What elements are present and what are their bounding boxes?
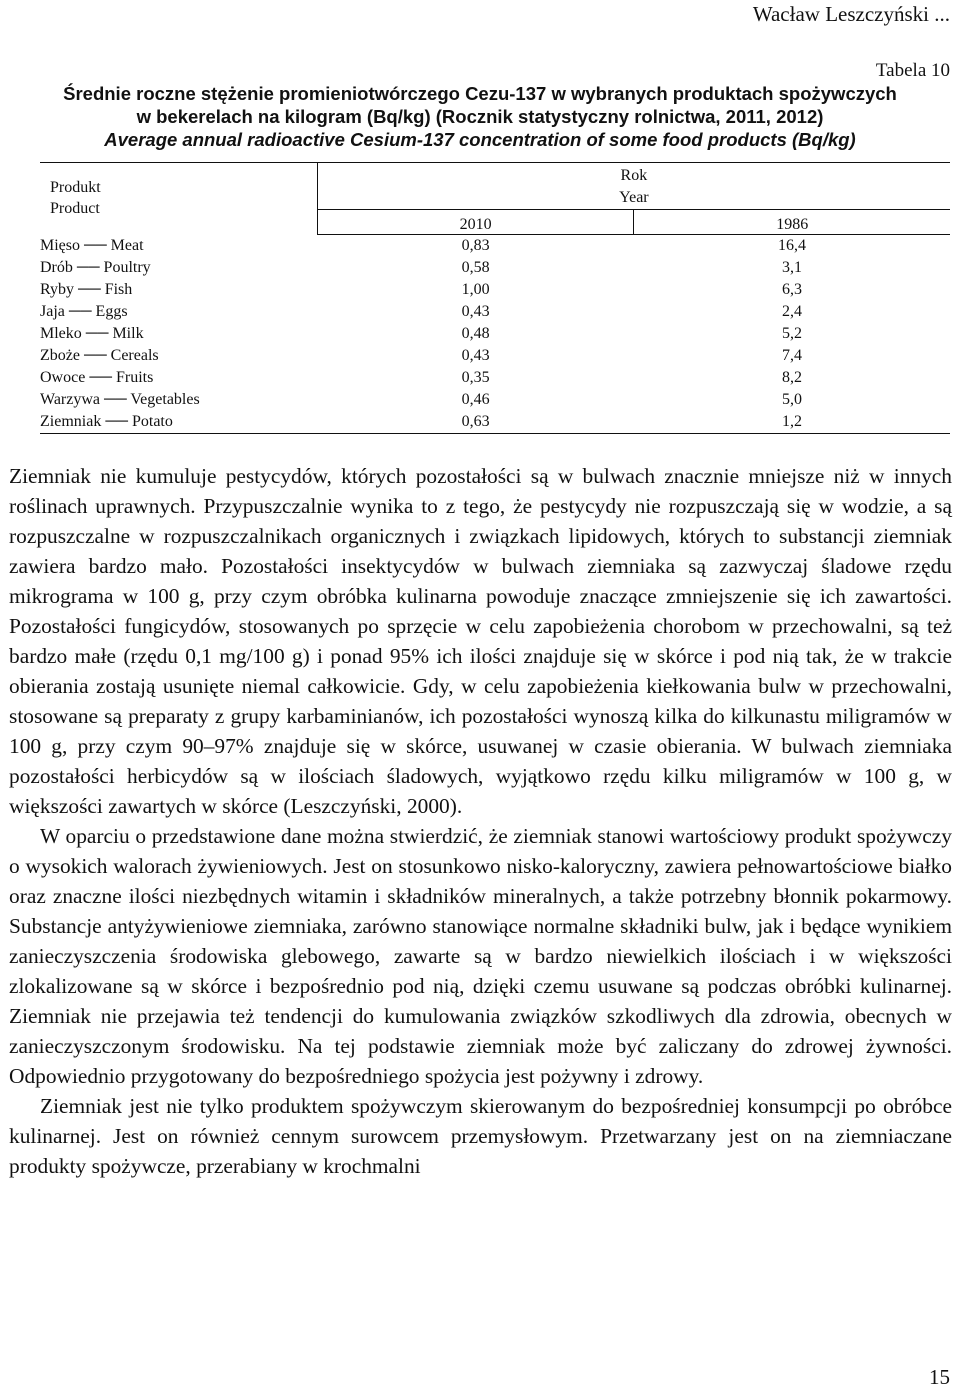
value-1986-cell: 6,3 (781, 281, 802, 298)
product-name-cell: Jaja ── Eggs (40, 303, 128, 320)
running-head: Wacław Leszczyński ... (752, 2, 950, 26)
product-name-cell: Mleko ── Milk (40, 325, 144, 342)
value-2010-cell: 0,48 (461, 325, 490, 342)
value-1986-cell: 5,0 (781, 391, 802, 408)
product-name-cell: Drób ── Poultry (40, 259, 151, 276)
product-name-cell: Ziemniak ── Potato (40, 411, 317, 434)
paragraph-2: W oparciu o przedstawione dane można stwierdzić, że ziemniak stanowi wartościowy produkt spożywczy o wysokich walorach żywieniowych. Jest on stosunkowo nisko-kaloryczny, zawiera pełnowartościowe białko oraz znaczne ilości niezbędnych witamin i składników mineralnych, a także potrzebny błonnik pokarmowy. Substancje antyżywieniowe ziemniaka, zarówno stanowiące normalne składniki bulw, jak i będące wynikiem zanieczyszczenia środowiska glebowego, zawarte są w bardzo niewielkich ilościach i w większości zlokalizowane są w skórce i bezpośrednio pod nią, dzięki czemu usuwane są podczas obróbki kulinarnej. Ziemniak nie przejawia też tendencji do kumulowania związków szkodliwych dla zdrowia, obecnych w zanieczyszczonym środowisku. Na tej podstawie ziemniak może być zaliczany do zdrowej żywności. Odpowiednio przygotowany do bezpośredniego spożycia jest pożywny i zdrowy. (9, 824, 952, 1088)
table-header-row (40, 163, 950, 210)
product-name-cell: Zboże ── Cereals (40, 347, 159, 364)
body-text (9, 461, 952, 1181)
cesium-table (40, 162, 950, 434)
table-label: Tabela 10 (875, 60, 950, 81)
value-2010-cell: 1,00 (461, 281, 490, 298)
table-body (40, 235, 950, 434)
value-2010-cell: 0,83 (461, 237, 490, 254)
value-2010-cell: 0,35 (461, 369, 490, 386)
value-2010-cell: 0,43 (461, 347, 490, 364)
product-header-pl: Produkt (50, 179, 101, 196)
year-header-en: Year (619, 189, 649, 206)
value-2010-cell: 0,43 (461, 303, 490, 320)
table-row (40, 257, 950, 279)
table-caption (0, 82, 960, 151)
product-header-en: Product (50, 200, 100, 217)
table-title-pl-line-2: w bekerelach na kilogram (Bq/kg) (Rocznik statystyczny rolnictwa, 2011, 2012) (136, 106, 824, 127)
value-1986-cell: 1,2 (634, 411, 950, 434)
table-title-pl-line-1: Średnie roczne stężenie promieniotwórczego Cezu-137 w wybranych produktach spożywczych (63, 83, 897, 104)
product-column-header (40, 163, 317, 235)
table-row (40, 345, 950, 367)
value-1986-cell: 7,4 (781, 347, 802, 364)
table-row (40, 279, 950, 301)
table-row (40, 367, 950, 389)
table-row (40, 411, 950, 434)
value-2010-cell: 0,63 (317, 411, 634, 434)
product-name-cell: Owoce ── Fruits (40, 369, 154, 386)
value-1986-cell: 2,4 (781, 303, 802, 320)
value-1986-cell: 3,1 (781, 259, 802, 276)
value-1986-cell: 5,2 (781, 325, 802, 342)
product-name-cell: Mięso ── Meat (40, 236, 144, 254)
value-2010-cell: 0,46 (461, 391, 490, 408)
value-1986-cell: 16,4 (777, 237, 806, 254)
table-title-en: Average annual radioactive Cesium-137 concentration of some food products (Bq/kg) (104, 129, 856, 150)
year-header-pl: Rok (620, 167, 648, 184)
page-number: 15 (929, 1365, 950, 1389)
product-name-cell: Warzywa ── Vegetables (40, 391, 200, 408)
table-row (40, 389, 950, 411)
table-row (40, 323, 950, 345)
value-1986-cell: 8,2 (781, 369, 802, 386)
year-1986-header: 1986 (634, 210, 950, 235)
table-row (40, 301, 950, 323)
value-2010-cell: 0,58 (461, 259, 490, 276)
paragraph-3: Ziemniak jest nie tylko produktem spożywczym skierowanym do bezpośredniej konsumpcji po obróbce kulinarnej. Jest on również cennym surowcem przemysłowym. Przetwarzany jest on na ziemniaczane produkty spożywcze, przerabiany w krochmalni (9, 1094, 952, 1178)
year-2010-header: 2010 (317, 210, 634, 235)
table-row (40, 235, 950, 258)
year-group-header (317, 163, 950, 210)
paragraph-1: Ziemniak nie kumuluje pestycydów, których pozostałości są w bulwach znacznie mniejsze niż w innych roślinach uprawnych. Przypuszczalnie wynika to z tego, że pestycydy nie rozpuszczają się w wodzie, a są rozpuszczalne w rozpuszczalnikach organicznych i związkach lipidowych, których to substancji ziemniak zawiera bardzo mało. Pozostałości insektycydów w bulwach ziemniaka są zazwyczaj śladowe rzędu mikrograma w 100 g, przy czym obróbka kulinarna powoduje znaczące zmniejszenie się ich zawartości. Pozostałości fungicydów, stosowanych po sprzęcie w celu zapobieżenia chorobom w przechowalni, są też bardzo małe (rzędu 0,1 mg/100 g) i ponad 95% ich ilości znajduje się w skórce i pod nią tak, że w trakcie obierania zostają usunięte niemal całkowicie. Gdy, w celu zapobieżenia kiełkowania bulw w przechowalni, stosowane są preparaty z grupy karbaminianów, ich pozostałości wynoszą kilka do kilkunastu miligramów w 100 g, przy czym 90–97% znajduje się w skórce, usuwanej w czasie obierania. W bulwach ziemniaka pozostałości herbicydów są w ilościach śladowych, wyjątkowo rzędu kilku miligramów w 100 g, w większości zawartych w skórce (Leszczyński, 2000). (9, 464, 952, 818)
product-name-cell: Ryby ── Fish (40, 281, 133, 298)
